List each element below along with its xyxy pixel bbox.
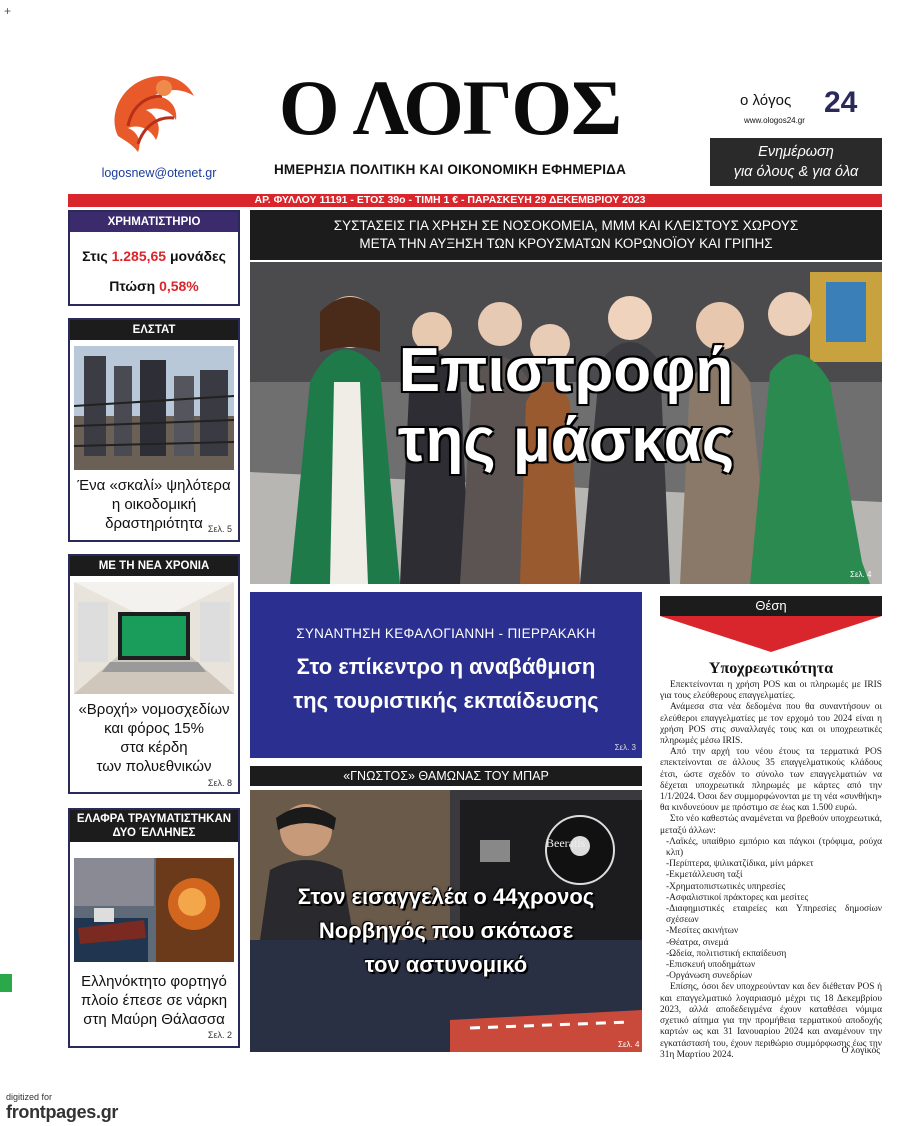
story-page-ref: Σελ. 2 xyxy=(207,1030,232,1040)
motto-line-2: για όλους & για όλα xyxy=(733,164,859,180)
market-index-prefix: Στις xyxy=(82,248,108,264)
market-change-prefix: Πτώση xyxy=(109,278,156,294)
editorial-paragraph: Ανάμεσα στα νέα δεδομένα που θα συναντήσουν οι ελεύθεροι επαγγελματίες με τον ερχομό του 2024 είναι η χρήση POS στις συναλλαγές τους και οι υποχρεωτικές πληρωμές μέσω IRIS. xyxy=(660,702,882,747)
norway-page-ref: Σελ. 4 xyxy=(618,1040,640,1049)
tourism-story[interactable] xyxy=(250,592,642,758)
story-title xyxy=(70,700,238,776)
editorial-paragraph: Επεκτείνονται η χρήση POS και οι πληρωμές με IRIS για τους ελεύθερους επαγγελματίες. xyxy=(660,680,882,702)
story-label: ΜΕ ΤΗ ΝΕΑ ΧΡΟΝΙΑ xyxy=(70,556,238,576)
story-new-year[interactable] xyxy=(68,554,240,794)
editorial-signature: Ο λογικός xyxy=(841,1046,880,1056)
story-title-line: στη Μαύρη Θάλασσα xyxy=(83,1011,225,1028)
hero-kicker-line: ΣΥΣΤΑΣΕΙΣ ΓΙΑ ΧΡΗΣΗ ΣΕ ΝΟΣΟΚΟΜΕΙΑ, ΜΜΜ ΚΑΙ ΚΛΕΙΣΤΟΥΣ ΧΩΡΟΥΣ xyxy=(333,218,799,233)
editorial-list-item: -Μεσίτες ακινήτων xyxy=(666,926,739,937)
editorial-paragraph: Από την αρχή του νέου έτους τα τερματικά POS επεκτείνονται σε άλλους 35 επαγγελματικούς κλάδους έτσι, ώστε σχεδόν το σύνολο των επαγγελματιών να δέχεται υποχρεωτικά πληρωμές με κάρτες από την 1/1/2024. Όσοι δεν συμμορφώνονται με τη νέα «συνθήκη» θα κινδυνεύουν με πρόστιμο σε έως και 1.500 ευρώ. xyxy=(660,747,882,814)
story-title-line: Ένα «σκαλί» ψηλότερα xyxy=(77,477,231,494)
story-title-line: Ελληνόκτητο φορτηγό xyxy=(81,973,227,990)
norway-headline-line: τον αστυνομικό xyxy=(364,952,528,977)
brand-number: 24 xyxy=(824,86,858,119)
tourism-headline-line: της τουριστικής εκπαίδευσης xyxy=(293,688,599,713)
norway-headline-line: Στον εισαγγελέα ο 44χρονος xyxy=(297,884,595,909)
editorial-list-item: -Ωδεία, πολιτιστική εκπαίδευση xyxy=(666,948,787,959)
contact-email[interactable]: logosnew@otenet.gr xyxy=(101,166,217,180)
hero-headline-line: της μάσκας xyxy=(397,406,735,475)
market-box[interactable] xyxy=(68,210,240,306)
brand-text: ο λόγος xyxy=(740,92,792,109)
tourism-headline xyxy=(250,650,642,718)
editorial-list-item: -Ασφαλιστικοί πράκτορες και μεσίτες xyxy=(666,892,809,903)
hero-headline[interactable] xyxy=(250,336,882,476)
hero-kicker xyxy=(250,210,882,260)
editorial-paragraph: Στο νέο καθεστώς αναμένεται να βρεθούν υποχρεωτικά, μεταξύ άλλων: xyxy=(660,814,882,836)
story-page-ref: Σελ. 5 xyxy=(207,524,232,534)
story-title xyxy=(70,972,238,1029)
tourism-headline-line: Στο επίκεντρο η αναβάθμιση xyxy=(296,654,596,679)
story-title-line: «Βροχή» νομοσχεδίων xyxy=(78,701,230,718)
norway-headline-line: Νορβηγός που σκότωσε xyxy=(318,918,574,943)
story-title-line: πλοίο έπεσε σε νάρκη xyxy=(80,992,228,1009)
story-title-line: και φόρος 15% xyxy=(104,720,204,737)
construction-image xyxy=(74,346,234,470)
editorial-list-item: -Περίπτερα, ψιλικατζίδικα, μίνι μάρκετ xyxy=(666,859,814,870)
market-index-value: 1.285,65 xyxy=(111,248,167,264)
tourism-page-ref: Σελ. 3 xyxy=(614,743,636,752)
opinion-label: Θέση xyxy=(660,596,882,616)
editorial-list-item: -Διαφημιστικές εταιρείες και Υπηρεσίες δημοσίων σχέσεων xyxy=(666,904,882,926)
editorial-list-item: -Εκμετάλλευση ταξί xyxy=(666,870,743,881)
editorial-list-item: -Οργάνωση συνεδρίων xyxy=(666,971,753,982)
bar-sign: Beeratis xyxy=(546,836,586,850)
story-title-line: δραστηριότητα xyxy=(105,515,203,532)
ship-image xyxy=(74,858,234,962)
crop-mark: + xyxy=(4,4,12,18)
market-change-value: 0,58% xyxy=(159,278,199,294)
margin-marker xyxy=(0,974,12,992)
editorial-body xyxy=(660,680,882,1061)
frontpages-watermark[interactable]: frontpages.gr xyxy=(6,1102,119,1122)
market-index-suffix: μονάδες xyxy=(169,248,226,264)
hero-page-ref: Σελ. 4 xyxy=(850,570,872,579)
logo-emblem xyxy=(98,66,208,162)
editorial-list-item: -Θέατρα, σινεμά xyxy=(666,937,729,948)
laptop-image xyxy=(74,582,234,694)
editorial-list-item: -Λαϊκές, υπαίθριο εμπόριο και πάγκοι (τρόφιμα, ρούχα κλπ) xyxy=(666,836,882,859)
story-label-line: ΕΛΑΦΡΑ ΤΡΑΥΜΑΤΙΣΤΗΚΑΝ xyxy=(76,813,232,825)
market-label: ΧΡΗΜΑΤΙΣΤΗΡΙΟ xyxy=(70,212,238,232)
issue-info: ΑΡ. ΦΥΛΛΟΥ 11191 - ΕΤΟΣ 39ο - ΤΙΜΗ 1 € - ΠΑΡΑΣΚΕΥΗ 29 ΔΕΚΕΜΒΡΙΟΥ 2023 xyxy=(254,194,646,206)
hero-kicker-line: ΜΕΤΑ ΤΗΝ ΑΥΞΗΣΗ ΤΩΝ ΚΡΟΥΣΜΑΤΩΝ ΚΟΡΩΝΟΪΟΥ ΚΑΙ ΓΡΙΠΗΣ xyxy=(359,236,773,251)
digitized-label: digitized for xyxy=(6,1092,53,1102)
market-index-line xyxy=(70,248,238,264)
story-title-line: των πολυεθνικών xyxy=(96,758,212,775)
story-label: ΕΛΣΤΑΤ xyxy=(70,320,238,340)
tourism-kicker: ΣΥΝΑΝΤΗΣΗ ΚΕΦΑΛΟΓΙΑΝΝΗ - ΠΙΕΡΡΑΚΑΚΗ xyxy=(296,626,596,641)
story-label-line: ΔΥΟ ΈΛΛΗΝΕΣ xyxy=(112,827,196,839)
story-page-ref: Σελ. 8 xyxy=(207,778,232,788)
brand-url: www.ologos24.gr xyxy=(744,116,805,125)
editorial-list-item: -Χρηματοπιστωτικές υπηρεσίες xyxy=(666,881,786,892)
editorial-list-item: -Επισκευή υποδημάτων xyxy=(666,960,756,971)
story-black-sea[interactable] xyxy=(68,808,240,1048)
editorial-title: Υποχρεωτικότητα xyxy=(708,660,834,677)
brand-logo-ologos24[interactable] xyxy=(740,86,880,126)
norway-kicker: «ΓΝΩΣΤΟΣ» ΘΑΜΩΝΑΣ ΤΟΥ ΜΠΑΡ xyxy=(250,766,642,786)
story-elstat[interactable] xyxy=(68,318,240,542)
story-title-line: η οικοδομική xyxy=(111,496,197,513)
market-change-line xyxy=(70,278,238,294)
norway-headline[interactable] xyxy=(250,880,642,982)
motto-line-1: Ενημέρωση xyxy=(758,144,834,160)
opinion-arrow xyxy=(660,616,882,652)
masthead-title: Ο ΛΟΓΟΣ xyxy=(278,64,622,151)
masthead-subtitle: ΗΜΕΡΗΣΙΑ ΠΟΛΙΤΙΚΗ ΚΑΙ ΟΙΚΟΝΟΜΙΚΗ ΕΦΗΜΕΡΙΔΑ xyxy=(273,162,627,177)
hero-headline-line: Επιστροφή xyxy=(398,336,734,405)
editorial-paragraph: Επίσης, όσοι δεν υποχρεούνταν και δεν διέθεταν POS ή και επαγγελματικό λογαριασμό μέχρι τις 18 Δεκεμβρίου 2023, αλλά αποδεδειγμένα έχουν καταθέσει νόμιμα σχετικό αίτημα για την προμήθεια τερματικού αποδοχής καρτών ως και 31 Ιανουαρίου 2024 και αναμένουν την εγκατάστασή του, έχουν περιθώριο συμμόρφωσης έως την 31η Μαρτίου 2024. xyxy=(660,982,882,1060)
story-label xyxy=(70,810,238,842)
motto-box xyxy=(710,138,882,186)
story-title-line: στα κέρδη xyxy=(120,739,188,756)
